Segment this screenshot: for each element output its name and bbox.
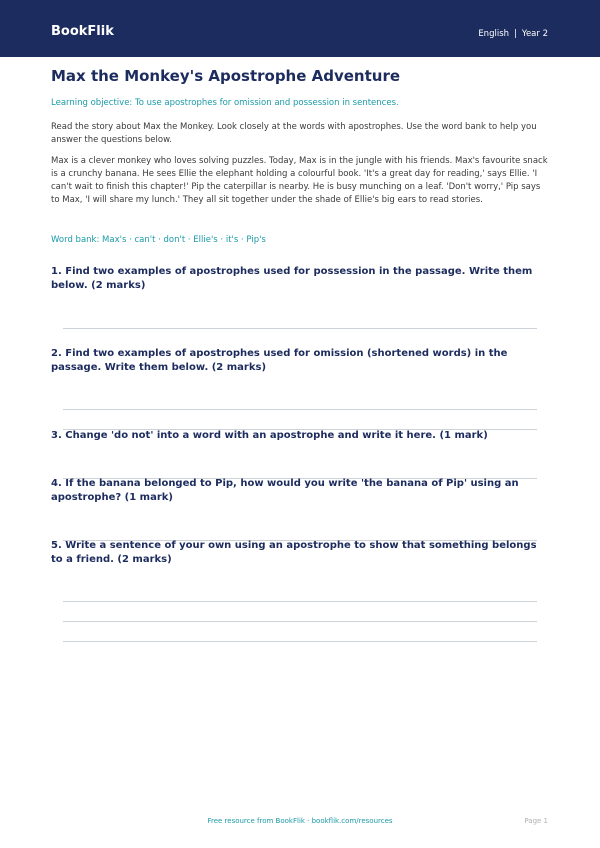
- answer-line-5b[interactable]: [63, 621, 537, 622]
- story-paragraph: Max is a clever monkey who loves solving puzzles. Today, Max is in the jungle with his friends. Max's favourite snack is a crunchy banana. He sees Ellie the elephant holding a colourful book. 'It's a great day for reading,' says Ellie. 'I can't wait to finish this chapter!' Pip the caterpillar is nearby. He is busy munching on a leaf. 'Don't worry,' Pip says to Max, 'I will share my lunch.' They all sit together under the shade of Ellie's big ears to read stories.: [51, 156, 548, 205]
- question-1: 1. Find two examples of apostrophes used for possession in the passage. Write them below. (2 marks): [51, 266, 533, 291]
- subject-year-label: [478, 28, 548, 40]
- answer-line-5a[interactable]: [63, 601, 537, 602]
- meta-separator: |: [514, 29, 517, 39]
- question-4: 4. If the banana belonged to Pip, how would you write 'the banana of Pip' using an apostrophe? (1 mark): [51, 478, 519, 503]
- answer-line-2a[interactable]: [63, 409, 537, 410]
- year-label: Year 2: [521, 29, 548, 39]
- footer-credit[interactable]: Free resource from BookFlik · bookflik.com/resources: [207, 817, 393, 825]
- header-bar: [0, 0, 600, 57]
- question-3: 3. Change 'do not' into a word with an apostrophe and write it here. (1 mark): [51, 430, 488, 441]
- answer-line-5c[interactable]: [63, 641, 537, 642]
- word-bank: Word bank: Max's · can't · don't · Ellie's · it's · Pip's: [51, 235, 266, 245]
- answer-line-1[interactable]: [63, 328, 537, 329]
- learning-objective: Learning objective: To use apostrophes for omission and possession in sentences.: [51, 98, 399, 108]
- question-2: 2. Find two examples of apostrophes used for omission (shortened words) in the passage. Write them below. (2 marks): [51, 348, 508, 373]
- page-number: Page 1: [524, 817, 548, 825]
- instructions-paragraph: Read the story about Max the Monkey. Look closely at the words with apostrophes. Use the word bank to help you answer the questions below.: [51, 122, 537, 145]
- question-5: 5. Write a sentence of your own using an apostrophe to show that something belongs to a friend. (2 marks): [51, 540, 537, 565]
- brand-logo[interactable]: BookFlik: [51, 24, 114, 39]
- subject-label: English: [478, 29, 510, 39]
- page-title: Max the Monkey's Apostrophe Adventure: [51, 67, 401, 85]
